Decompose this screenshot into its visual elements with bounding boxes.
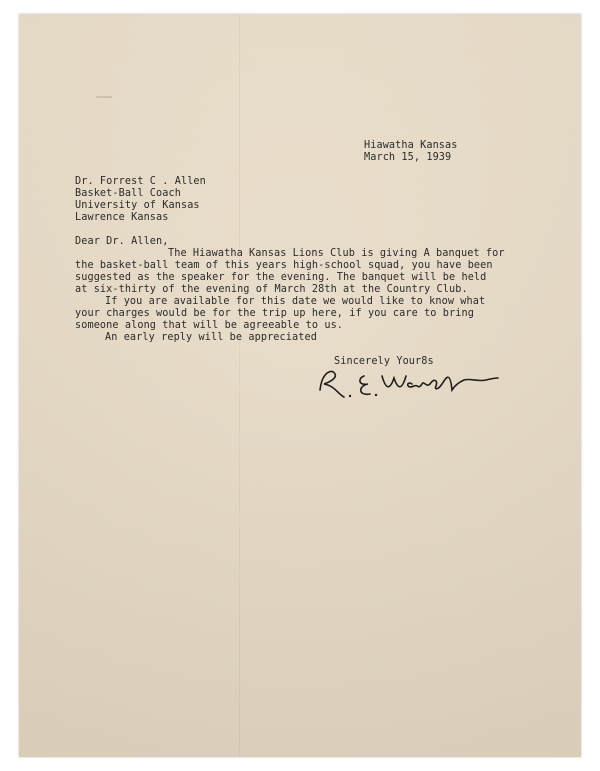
body-line-8: An early reply will be appreciated [105,332,317,343]
body-line-1: The Hiawatha Kansas Lions Club is giving A banquet for [168,248,505,259]
recipient-line-1: Dr. Forrest C . Allen [75,176,206,187]
body-line-6: your charges would be for the trip up here, if you care to bring [75,308,474,319]
body-line-3: suggested as the speaker for the evening. The banquet will be held [75,272,487,283]
body-line-5: If you are available for this date we would like to know what [105,296,486,307]
body-line-4: at six-thirty of the evening of March 28th at the Country Club. [75,284,468,295]
handwritten-signature [310,360,500,405]
paper-mark [96,96,112,98]
recipient-line-4: Lawrence Kansas [75,212,169,223]
recipient-line-3: University of Kansas [75,200,200,211]
salutation: Dear Dr. Allen, [75,236,169,247]
place-line: Hiawatha Kansas [364,140,458,151]
date-line: March 15, 1939 [364,152,452,163]
recipient-line-2: Basket-Ball Coach [75,188,181,199]
body-line-2: the basket-ball team of this years high-school squad, you have been [75,260,493,271]
paper-fold [239,14,240,757]
closing: Sincerely Your8s [334,356,434,367]
body-line-7: someone along that will be agreeable to us. [75,320,344,331]
